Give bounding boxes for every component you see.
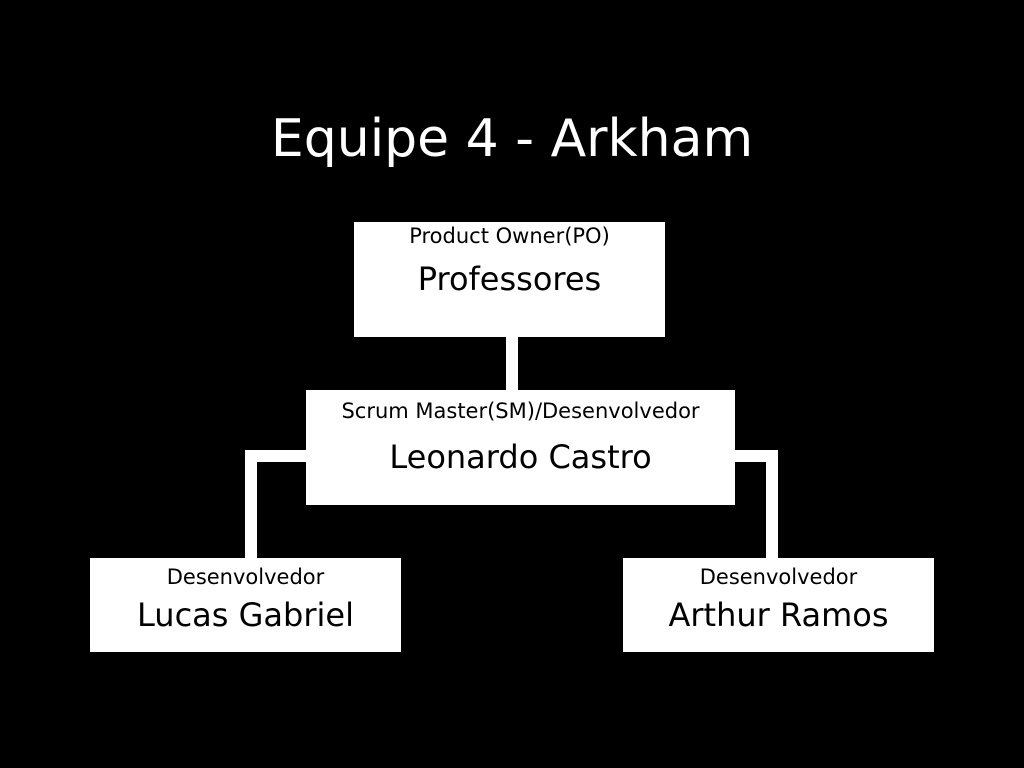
node-role-label: Desenvolvedor (166, 565, 325, 589)
diagram-title: Equipe 4 - Arkham (270, 109, 754, 169)
connector-sm-right-vertical (766, 450, 778, 560)
node-developer-right (623, 558, 934, 652)
connector-sm-left-vertical (245, 450, 257, 560)
node-person-name: Professores (417, 260, 602, 298)
node-role-label: Scrum Master(SM)/Desenvolvedor (341, 399, 700, 423)
node-scrum-master (306, 390, 735, 505)
node-person-name: Arthur Ramos (668, 596, 889, 634)
node-role-label: Desenvolvedor (699, 565, 858, 589)
node-person-name: Lucas Gabriel (137, 596, 354, 634)
node-person-name: Leonardo Castro (389, 438, 652, 476)
node-product-owner (354, 222, 665, 337)
connector-po-sm (506, 336, 518, 392)
node-role-label: Product Owner(PO) (409, 224, 610, 248)
node-developer-left (90, 558, 401, 652)
